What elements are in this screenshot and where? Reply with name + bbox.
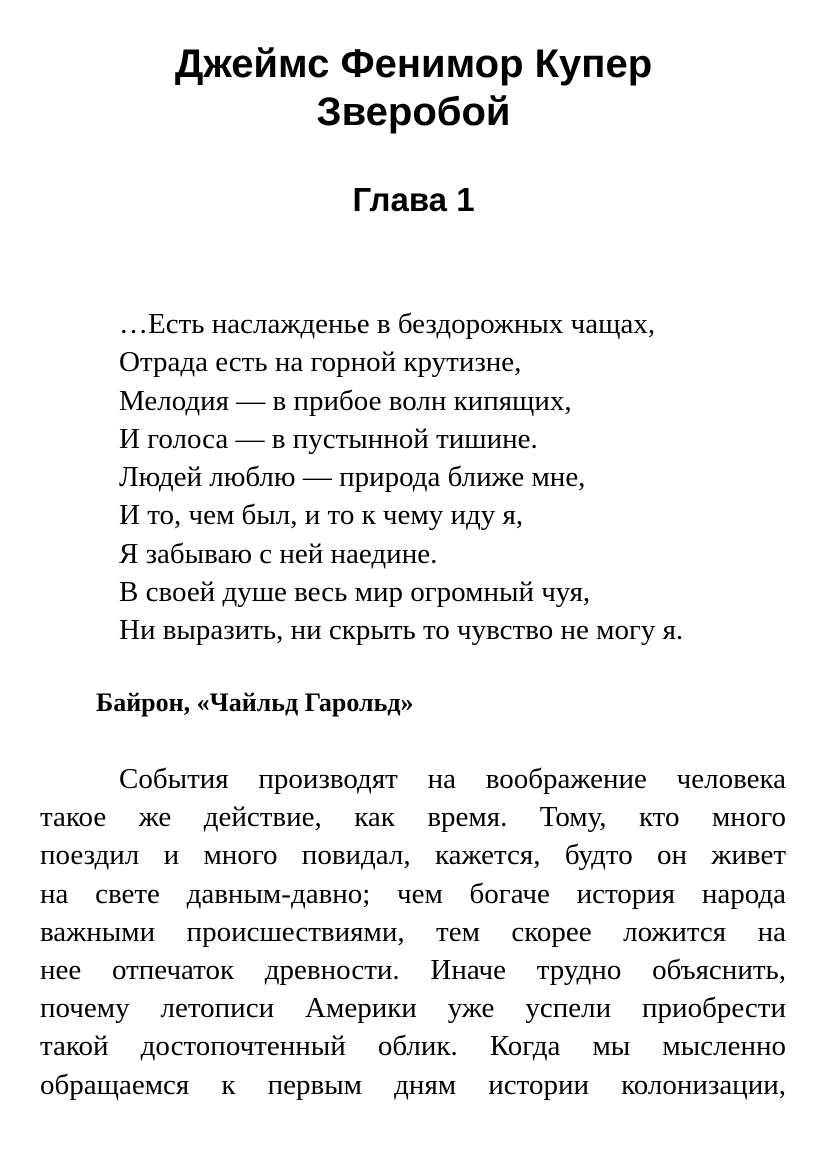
book-title: Зверобой [316, 90, 511, 134]
epigraph-attribution: Байрон, «Чайльд Гарольд» [96, 688, 414, 717]
paragraph-line: поездил и много повидал, кажется, будто он живет [40, 839, 786, 872]
paragraph-line: почему летописи Америки уже успели приобрести [40, 992, 786, 1025]
chapter-heading: Глава 1 [352, 181, 475, 218]
paragraph-line: нее отпечаток древности. Иначе трудно объяснить, [40, 954, 786, 987]
paragraph-line: такое же действие, как время. Тому, кто много [40, 801, 786, 834]
epigraph-line: В своей душе весь мир огромный чуя, [119, 576, 591, 609]
epigraph-line: …Есть наслажденье в бездорожных чащах, [119, 308, 656, 340]
epigraph [119, 305, 799, 650]
paragraph-line: важными происшествиями, тем скорее ложится на [40, 915, 786, 948]
paragraph-line: События производят на воображение человека [119, 763, 786, 795]
epigraph-line: И то, чем был, и то к чему иду я, [119, 499, 524, 532]
epigraph-line: И голоса — в пустынной тишине. [119, 422, 538, 455]
paragraph-line: обращаемся к первым дням истории колонизации, [40, 1068, 786, 1101]
paragraph-line: на свете давным-давно; чем богаче история народа [40, 877, 786, 910]
title-block [0, 40, 827, 136]
author-name: Джеймс Фенимор Купер [174, 42, 653, 86]
epigraph-line: Отрада есть на горной крутизне, [119, 346, 522, 379]
epigraph-line: Ни выразить, ни скрыть то чувство не могу я. [119, 614, 684, 647]
epigraph-line: Мелодия — в прибое волн кипящих, [119, 384, 572, 417]
epigraph-line: Людей люблю — природа ближе мне, [119, 461, 586, 494]
epigraph-line: Я забываю с ней наедине. [119, 537, 438, 570]
body-paragraph [40, 760, 786, 1104]
paragraph-line: такой достопочтенный облик. Когда мы мысленно [40, 1030, 786, 1063]
